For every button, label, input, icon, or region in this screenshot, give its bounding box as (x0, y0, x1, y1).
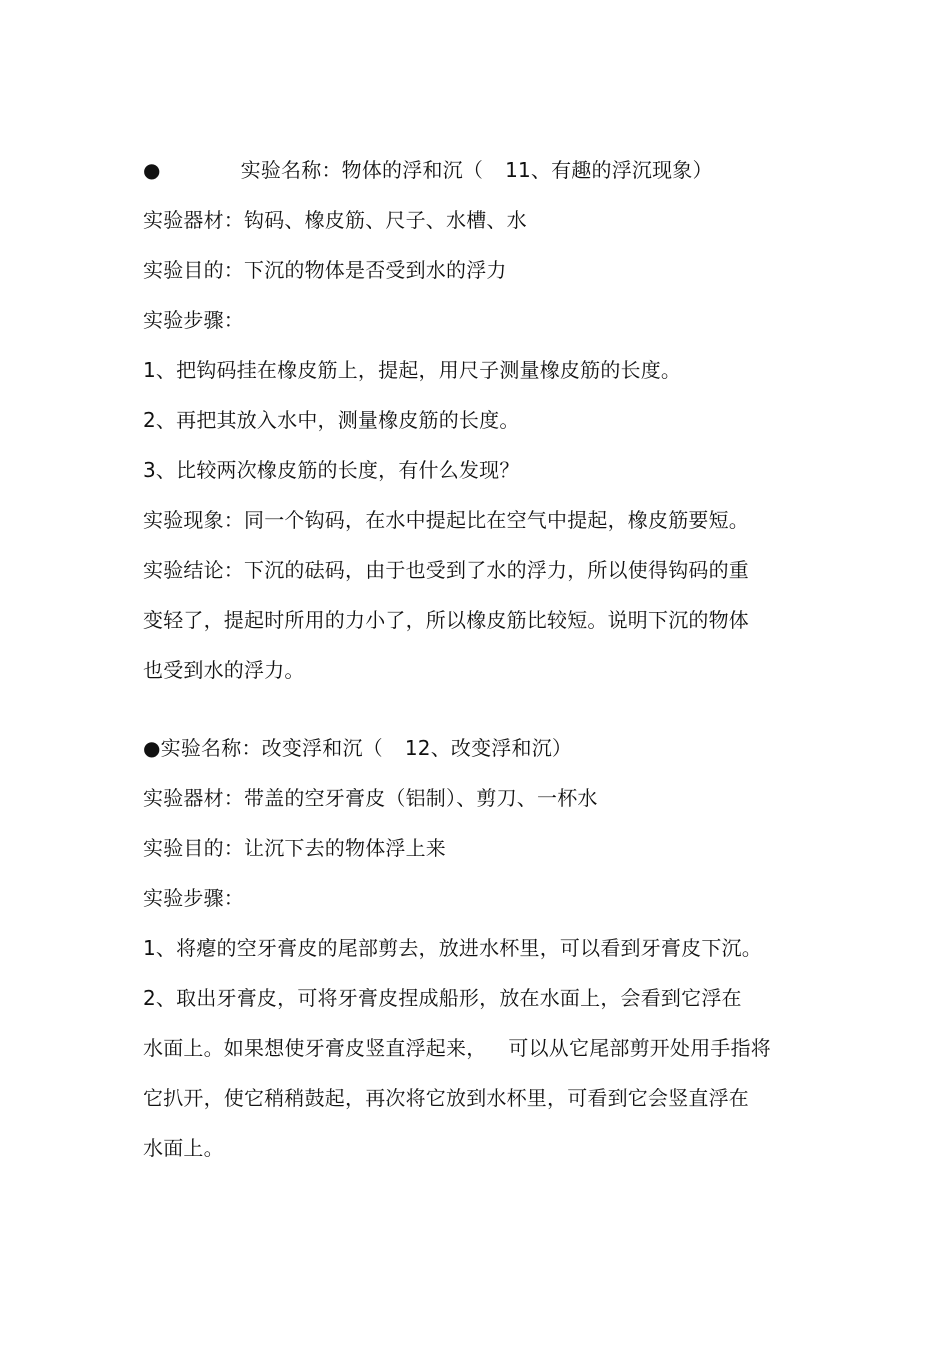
section1-step-2: 2、再把其放入水中，测量橡皮筋的长度。 (143, 408, 520, 432)
section2-title (143, 734, 823, 762)
section2-step-2-line-2a: 水面上。如果想使牙膏皮竖直浮起来， (143, 1036, 487, 1060)
section2-step-1: 1、将瘪的空牙膏皮的尾部剪去，放进水杯里，可以看到牙膏皮下沉。 (143, 936, 762, 960)
section2-title-a: 实验名称：改变浮和沉（ (160, 736, 383, 760)
section1-phenomenon: 实验现象：同一个钩码，在水中提起比在空气中提起，橡皮筋要短。 (143, 508, 749, 532)
section1-title-text: 物体的浮和沉（ (341, 158, 484, 182)
section2-step-2-line-1: 2、取出牙膏皮，可将牙膏皮捏成船形，放在水面上，会看到它浮在 (143, 986, 742, 1010)
section1-conclusion-line-1: 实验结论：下沉的砝码，由于也受到了水的浮力，所以使得钩码的重 (143, 558, 749, 582)
section1-purpose: 实验目的：下沉的物体是否受到水的浮力 (143, 258, 507, 282)
section1-step-1: 1、把钩码挂在橡皮筋上，提起，用尺子测量橡皮筋的长度。 (143, 358, 682, 382)
section2-step-2-line-4: 水面上。 (143, 1136, 224, 1160)
section1-title (143, 156, 823, 184)
section1-equipment: 实验器材：钩码、橡皮筋、尺子、水槽、水 (143, 208, 527, 232)
section2-title-b: 12、改变浮和沉） (404, 736, 573, 760)
section2-step-2-line-3: 它扒开，使它稍稍鼓起，再次将它放到水杯里，可看到它会竖直浮在 (143, 1086, 749, 1110)
section2-equipment: 实验器材：带盖的空牙膏皮（铝制）、剪刀、一杯水 (143, 786, 598, 810)
bullet-icon: ● (143, 158, 161, 182)
section1-step-3: 3、比较两次橡皮筋的长度，有什么发现？ (143, 458, 520, 482)
section1-title-label: 实验名称： (240, 158, 342, 182)
section2-steps-heading: 实验步骤： (143, 886, 244, 910)
section2-step-2-line-2 (143, 1034, 823, 1062)
section1-conclusion-line-2: 变轻了，提起时所用的力小了，所以橡皮筋比较短。说明下沉的物体 (143, 608, 749, 632)
bullet-icon: ● (143, 736, 161, 760)
section1-steps-heading: 实验步骤： (143, 308, 244, 332)
section2-purpose: 实验目的：让沉下去的物体浮上来 (143, 836, 446, 860)
section1-conclusion-line-3: 也受到水的浮力。 (143, 658, 305, 682)
section2-step-2-line-2b: 可以从它尾部剪开处用手指将 (508, 1036, 772, 1060)
section1-title-number: 11、有趣的浮沉现象） (505, 158, 713, 182)
